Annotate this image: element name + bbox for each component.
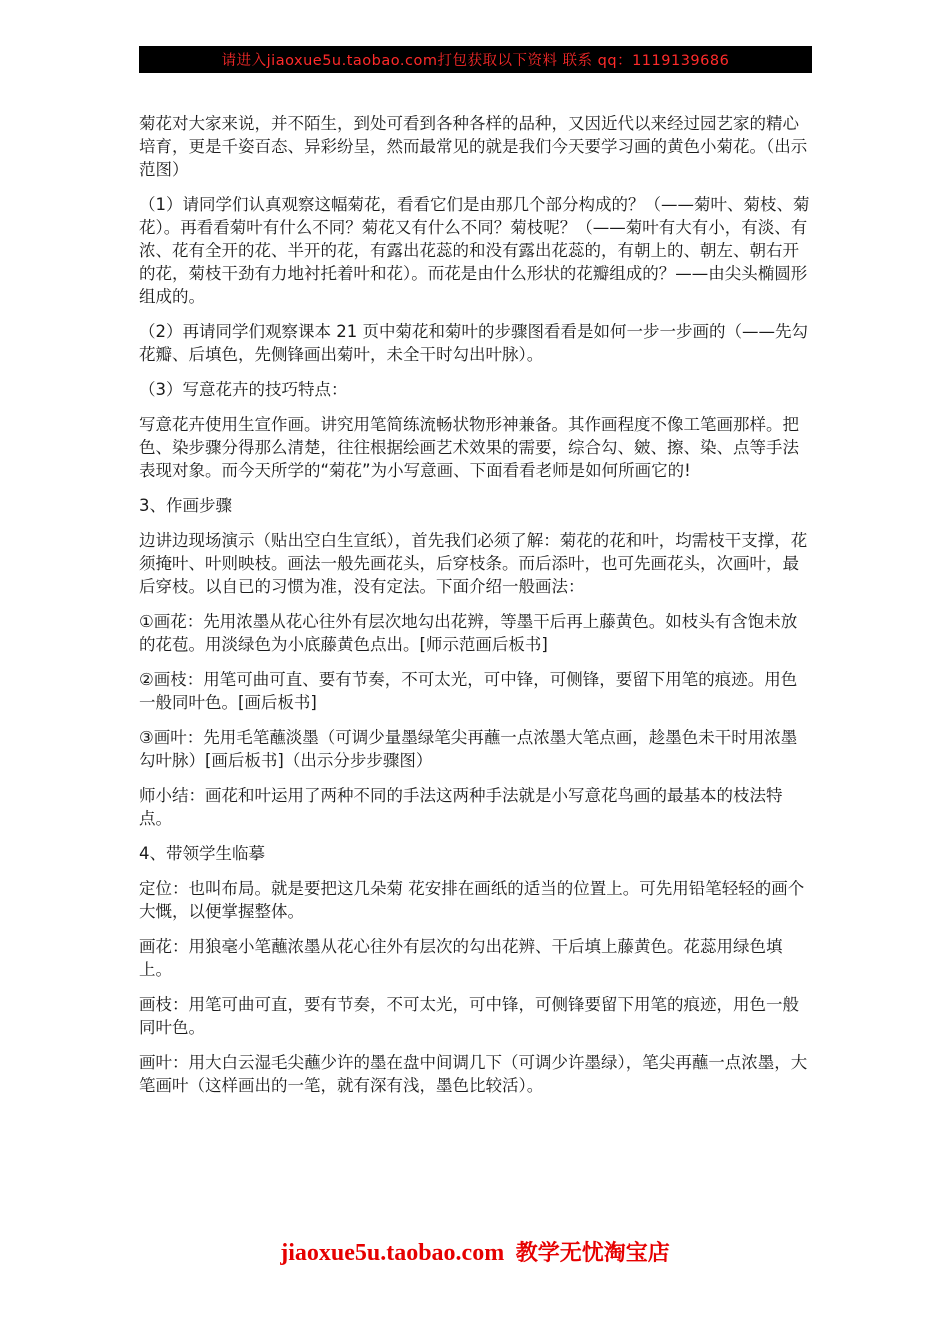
- paragraph: 菊花对大家来说，并不陌生，到处可看到各种各样的品种，又因近代以来经过园艺家的精心培育，更是千姿百态、异彩纷呈，然而最常见的就是我们今天要学习画的黄色小菊花。（出示范图）: [139, 114, 808, 179]
- paragraph: 边讲边现场演示（贴出空白生宣纸），首先我们必须了解：菊花的花和叶，均需枝干支撑，花须掩叶、叶则映枝。画法一般先画花头，后穿枝条。而后添叶，也可先画花头，次画叶，最后穿枝。以自已的习惯为准，没有定法。下面介绍一般画法：: [139, 531, 808, 596]
- notice-text: 请进入jiaoxue5u.taobao.com打包获取以下资料 联系 qq：1119139686: [221, 53, 730, 69]
- paragraph: 写意花卉使用生宣作画。讲究用笔简练流畅状物形神兼备。其作画程度不像工笔画那样。把色、染步骤分得那么清楚，往往根据绘画艺术效果的需要，综合勾、皴、擦、染、点等手法表现对象。而今天所学的“菊花”为小写意画、下面看看老师是如何所画它的!: [139, 415, 799, 480]
- paragraph: 4、带领学生临摹: [139, 844, 265, 863]
- paragraph: （1）请同学们认真观察这幅菊花，看看它们是由那几个部分构成的？（——菊叶、菊枝、菊花）。再看看菊叶有什么不同？菊花又有什么不同？菊枝呢？（——菊叶有大有小，有淡、有浓、花有全开的花、半开的花，有露出花蕊的和没有露出花蕊的，有朝上的、朝左、朝右开的花，菊枝干劲有力地衬托着叶和花）。而花是由什么形状的花瓣组成的？——由尖头椭圆形组成的。: [139, 195, 810, 306]
- footer-shop-link[interactable]: jiaoxue5u.taobao.com: [280, 1240, 505, 1266]
- paragraph: 画枝：用笔可曲可直，要有节奏，不可太光，可中锋，可侧锋要留下用笔的痕迹，用色一般同叶色。: [139, 995, 799, 1037]
- paragraph: 画叶：用大白云湿毛尖蘸少许的墨在盘中间调几下（可调少许墨绿），笔尖再蘸一点浓墨，大笔画叶（这样画出的一笔，就有深有浅，墨色比较活）。: [139, 1053, 808, 1095]
- paragraph: 画花：用狼毫小笔蘸浓墨从花心往外有层次的勾出花辨、干后填上藤黄色。花蕊用绿色填上。: [139, 937, 783, 979]
- footer-shop-name: 教学无忧淘宝店: [515, 1241, 670, 1266]
- paragraph: 师小结：画花和叶运用了两种不同的手法这两种手法就是小写意花鸟画的最基本的枝法特点。: [139, 786, 783, 828]
- paragraph: （2）再请同学们观察课本 21 页中菊花和菊叶的步骤图看看是如何一步一步画的（——先勾花瓣、后填色，先侧锋画出菊叶，未全干时勾出叶脉）。: [139, 322, 808, 364]
- notice-bar: [139, 46, 812, 73]
- paragraph: （3）写意花卉的技巧特点：: [139, 380, 348, 399]
- document-body: [139, 112, 812, 1109]
- paragraph: ③画叶：先用毛笔蘸淡墨（可调少量墨绿笔尖再蘸一点浓墨大笔点画，趁墨色未干时用浓墨勾叶脉）[画后板书]（出示分步步骤图）: [139, 728, 798, 770]
- paragraph: 定位：也叫布局。就是要把这几朵菊 花安排在画纸的适当的位置上。可先用铅笔轻轻的画个大慨，以便掌握整体。: [139, 879, 805, 921]
- footer: [0, 1236, 950, 1267]
- paragraph: 3、作画步骤: [139, 496, 232, 515]
- paragraph: ②画枝：用笔可曲可直、要有节奏，不可太光，可中锋，可侧锋，要留下用笔的痕迹。用色一般同叶色。[画后板书]: [139, 670, 798, 712]
- paragraph: ①画花：先用浓墨从花心往外有层次地勾出花辨，等墨干后再上藤黄色。如枝头有含饱未放的花苞。用淡绿色为小底藤黄色点出。[师示范画后板书]: [139, 612, 798, 654]
